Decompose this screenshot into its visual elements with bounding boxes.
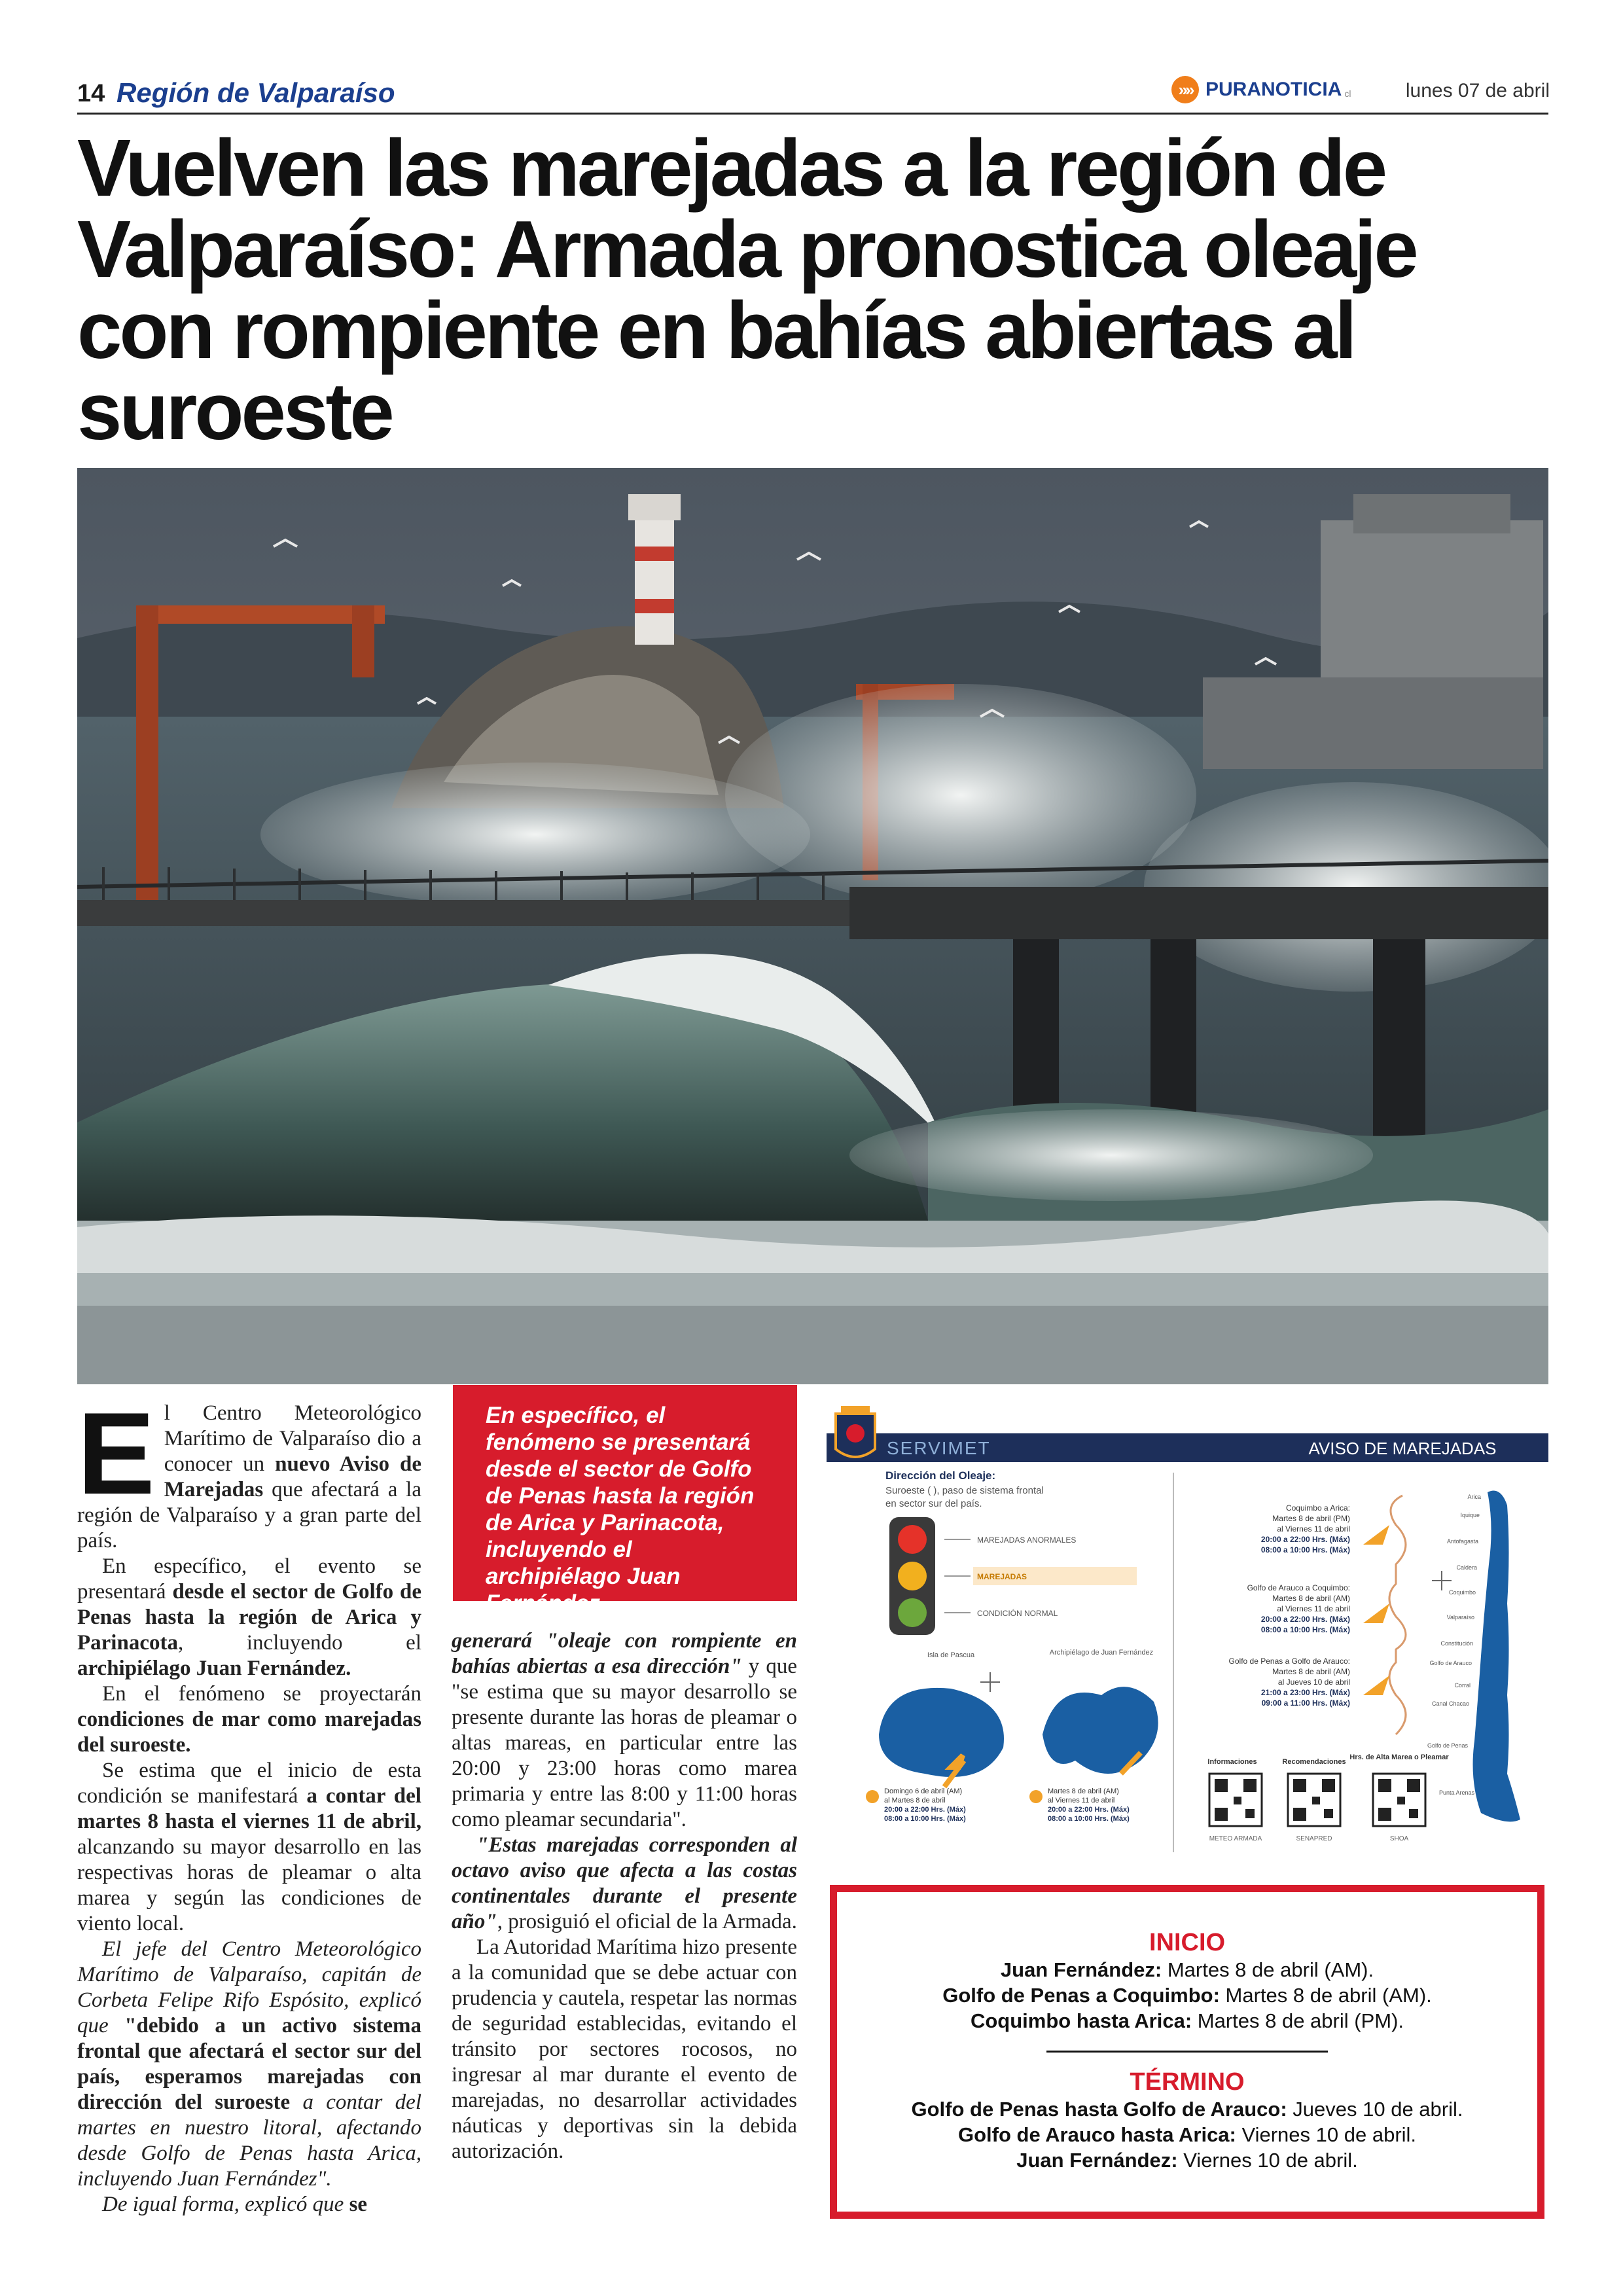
island-2-date-4: 08:00 a 10:00 Hrs. (Máx)	[1048, 1815, 1130, 1823]
place-punta-arenas: Punta Arenas	[1438, 1789, 1474, 1796]
inicio-row-3: Coquimbo hasta Arica: Martes 8 de abril (PM).	[970, 2009, 1404, 2032]
direction-title: Dirección del Oleaje:	[885, 1469, 996, 1482]
direction-text-2: en sector sur del país.	[885, 1498, 982, 1509]
logo-suffix: cl	[1344, 88, 1351, 99]
zone-1-line-3: 20:00 a 22:00 Hrs. (Máx)	[1260, 1535, 1350, 1544]
island-2-name: Archipiélago de Juan Fernández	[1049, 1649, 1154, 1657]
article-column-1	[77, 1388, 421, 2217]
inicio-row-1: Juan Fernández: Martes 8 de abril (AM).	[1000, 1958, 1374, 1981]
island-1-date-1: Domingo 6 de abril (AM)	[884, 1787, 963, 1795]
place-antofagasta: Antofagasta	[1446, 1538, 1478, 1545]
paragraph-2: En específico, el evento se presentará desde el sector de Golfo de Penas hasta la región de Arica y Parinacota, incluyendo el archipiélago Juan Fernández.	[77, 1554, 421, 1680]
aviso-title: AVISO DE MAREJADAS	[1308, 1439, 1497, 1458]
qr-code-senapred-icon[interactable]	[1288, 1774, 1340, 1826]
qr-code-meteo-icon[interactable]	[1209, 1774, 1262, 1826]
wave-photo-illustration	[77, 468, 1548, 1384]
paragraph-6: De igual forma, explicó que se	[102, 2193, 368, 2216]
issue-date: lunes 07 de abril	[1405, 80, 1550, 101]
paragraph-4: Se estima que el inicio de esta condición se manifestará a contar del martes 8 hasta el viernes 11 de abril, alcanzando su mayor desarrollo en las respectivas horas de pleamar o alta marea y según las condiciones de viento local.	[77, 1759, 421, 1935]
zone-3-line-4: 09:00 a 11:00 Hrs. (Máx)	[1261, 1698, 1350, 1708]
island-2-date-3: 20:00 a 22:00 Hrs. (Máx)	[1048, 1806, 1130, 1814]
place-golfo-de-arauco: Golfo de Arauco	[1429, 1660, 1472, 1666]
qr-footer-senapred: SENAPRED	[1296, 1835, 1332, 1842]
island-1-date-4: 08:00 a 10:00 Hrs. (Máx)	[884, 1815, 966, 1823]
paragraph-7: generará "oleaje con rompiente en bahías abiertas a esa dirección" y que "se estima que su mayor desarrollo se presente durante las horas de pleamar o altas mareas, en particular entre las 20:00 y 23:00 horas como marea primaria y entre las 8:00 y 11:00 horas como pleamar secundaria".	[452, 1629, 797, 1831]
header-divider	[77, 113, 1548, 115]
qr-header-recomendaciones: Recomendaciones	[1282, 1758, 1346, 1766]
marejadas-infographic	[827, 1394, 1548, 1865]
zone-1-line-4: 08:00 a 10:00 Hrs. (Máx)	[1260, 1545, 1350, 1554]
place-canal-chacao: Canal Chacao	[1431, 1700, 1469, 1707]
inicio-title: INICIO	[1149, 1929, 1226, 1956]
zone-1-name: Coquimbo a Arica:	[1285, 1503, 1350, 1513]
termino-row-3: Juan Fernández: Viernes 10 de abril.	[1016, 2149, 1358, 2172]
inicio-row-2: Golfo de Penas a Coquimbo: Martes 8 de abril (AM).	[942, 1984, 1432, 2007]
place-constitucion: Constitución	[1440, 1640, 1473, 1647]
armada-shield-icon	[836, 1406, 875, 1457]
qr-footer-shoa: SHOA	[1389, 1835, 1409, 1842]
dates-divider	[1046, 2051, 1328, 2053]
island-1-date-3: 20:00 a 22:00 Hrs. (Máx)	[884, 1806, 966, 1814]
paragraph-9: La Autoridad Marítima hizo presente a la comunidad que se debe actuar con prudencia y cautela, respetar las normas de seguridad establecidas, evitando el tránsito por sectores rocosos, no ingresar al mar durante el evento de marejadas, no desarrollar actividades náuticas y deportivas sin la debida autorización.	[452, 1935, 797, 2163]
direction-text-1: Suroeste ( ), paso de sistema frontal	[885, 1485, 1044, 1496]
island-1-name: Isla de Pascua	[927, 1651, 975, 1659]
dates-box	[830, 1885, 1544, 2219]
page-number: 14	[77, 80, 105, 107]
zone-2-line-1: Martes 8 de abril (AM)	[1272, 1594, 1350, 1603]
section-title: Región de Valparaíso	[116, 77, 395, 108]
zone-2-name: Golfo de Arauco a Coquimbo:	[1247, 1583, 1350, 1592]
juan-fernandez-map	[1043, 1687, 1158, 1774]
place-caldera: Caldera	[1456, 1564, 1477, 1571]
zone-2-arrow-icon	[1363, 1604, 1389, 1623]
chile-map	[1473, 1491, 1520, 1822]
compass-icon	[980, 1672, 1000, 1692]
place-coquimbo: Coquimbo	[1448, 1589, 1476, 1596]
island-1-date-2: al Martes 8 de abril	[884, 1797, 946, 1804]
qr-code-shoa-icon[interactable]	[1373, 1774, 1425, 1826]
logo-name: PURANOTICIA	[1205, 79, 1342, 100]
island-2-date-1: Martes 8 de abril (AM)	[1048, 1787, 1119, 1795]
place-iquique: Iquique	[1460, 1512, 1480, 1518]
paragraph-8: "Estas marejadas corresponden al octavo aviso que afecta a las costas continentales durante el presente año", prosiguió el oficial de la Armada.	[452, 1833, 797, 1933]
paragraph-1: l Centro Meteorológico Marítimo de Valparaíso dio a conocer un nuevo Aviso de Marejadas que afectará a la región de Valparaíso y a gran parte del país.	[77, 1401, 421, 1552]
zone-2-line-2: al Viernes 11 de abril	[1277, 1604, 1350, 1613]
place-valparaiso: Valparaíso	[1446, 1614, 1474, 1621]
paragraph-3: En el fenómeno se proyectarán condiciones de mar como marejadas del suroeste.	[77, 1682, 421, 1757]
zone-3-line-2: al Jueves 10 de abril	[1277, 1677, 1350, 1687]
zone-3-line-3: 21:00 a 23:00 Hrs. (Máx)	[1260, 1688, 1350, 1697]
termino-row-1: Golfo de Penas hasta Golfo de Arauco: Jueves 10 de abril.	[911, 2098, 1463, 2121]
legend-normal: CONDICIÓN NORMAL	[977, 1609, 1058, 1618]
place-golfo-de-penas: Golfo de Penas	[1427, 1742, 1468, 1749]
zone-2-line-3: 20:00 a 22:00 Hrs. (Máx)	[1260, 1615, 1350, 1624]
zone-3-arrow-icon	[1363, 1676, 1389, 1695]
island-2-date-2: al Viernes 11 de abril	[1048, 1797, 1115, 1804]
isla-de-pascua-map	[879, 1688, 1004, 1777]
zone-3-line-1: Martes 8 de abril (AM)	[1272, 1667, 1350, 1676]
qr-header-pleamar: Hrs. de Alta Marea o Pleamar	[1349, 1753, 1449, 1761]
zone-1-line-2: al Viernes 11 de abril	[1277, 1524, 1350, 1534]
zone-2-line-4: 08:00 a 10:00 Hrs. (Máx)	[1260, 1625, 1350, 1634]
headline: Vuelven las marejadas a la región de Valparaíso: Armada pronostica oleaje con rompiente en bahías abiertas al suroeste	[77, 124, 1416, 457]
logo-chevrons-icon: »»	[1171, 76, 1199, 103]
legend-abnormal: MAREJADAS ANORMALES	[977, 1535, 1077, 1545]
legend-marejadas: MAREJADAS	[977, 1572, 1027, 1581]
place-corral: Corral	[1454, 1682, 1471, 1689]
map-compass-icon	[1432, 1571, 1452, 1590]
zone-1-arrow-icon	[1363, 1525, 1389, 1545]
termino-row-2: Golfo de Arauco hasta Arica: Viernes 10 de abril.	[957, 2123, 1417, 2146]
paragraph-5: El jefe del Centro Meteorológico Marítimo de Valparaíso, capitán de Corbeta Felipe Rifo Espósito, explicó que "debido a un activo sistema frontal que afectará el sector sur del país, esperamos marejadas con dirección del suroeste a contar del martes en nuestro litoral, afectando desde Golfo de Penas hasta Arica, incluyendo Juan Fernández".	[77, 1937, 421, 2191]
puranoticia-logo[interactable]	[1171, 76, 1351, 103]
hero-photo-waves-pier	[77, 468, 1548, 1384]
drop-cap: E	[77, 1388, 155, 1518]
servimet-label: SERVIMET	[887, 1438, 991, 1458]
qr-footer-meteo: METEO ARMADA	[1209, 1835, 1262, 1842]
zone-3-name: Golfo de Penas a Golfo de Arauco:	[1228, 1657, 1350, 1666]
article-column-2	[452, 1628, 797, 2164]
traffic-light-icon	[889, 1517, 935, 1635]
place-arica: Arica	[1467, 1494, 1481, 1500]
pull-quote: En específico, el fenómeno se presentará desde el sector de Golfo de Penas hasta la región de Arica y Parinacota, incluyendo el archipiélago Juan Fernández.	[453, 1385, 797, 1601]
zone-1-line-1: Martes 8 de abril (PM)	[1272, 1514, 1350, 1523]
qr-header-informaciones: Informaciones	[1207, 1758, 1257, 1766]
termino-title: TÉRMINO	[1130, 2068, 1245, 2096]
